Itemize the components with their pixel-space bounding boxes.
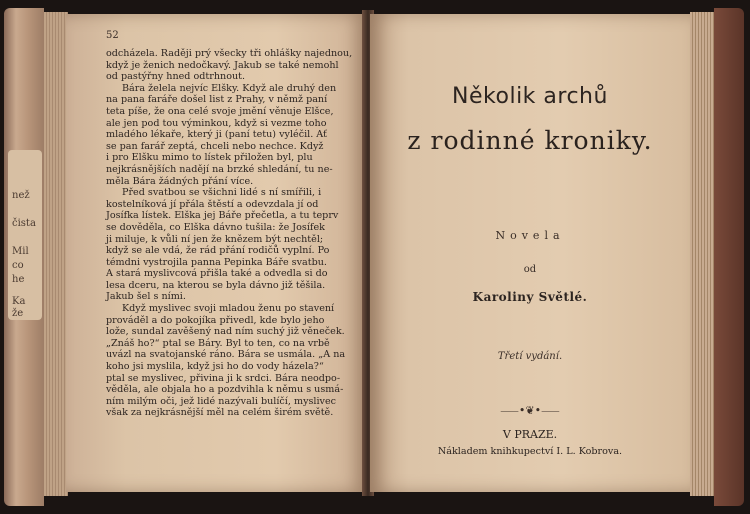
text-line: se pan farář zeptá, chceli nebo nechce. Když <box>106 140 324 152</box>
text-line: nejkrásnějších nadějí na brzké shledání, tu ne- <box>106 163 333 175</box>
edition-label: Třetí vydání. <box>497 351 563 362</box>
torn-fragment-text: Ka <box>12 296 26 307</box>
text-line: Jakub šel s ními. <box>106 291 186 303</box>
text-line: když se ale vdá, že rád přání rodičů vyplní. Po <box>106 245 330 257</box>
publisher-line: Nákladem knihkupectví I. L. Kobrova. <box>437 446 623 457</box>
text-line: mladého lékaře, který ji (paní tetu) vyléčil. Ať <box>106 129 327 141</box>
torn-page-fragment <box>8 150 42 320</box>
page-stack-right <box>690 12 716 496</box>
text-line: témdni vystrojila panna Pepinka Báře svatbu. <box>106 256 327 268</box>
text-line: však za nejkrásnější měl na celém širém světě. <box>106 407 334 419</box>
text-line: kostelníková jí přála štěstí a odevzdala jí od <box>106 198 319 210</box>
text-line: teta píše, že ona celé svoje jmění věnuje Elšce, <box>106 105 334 117</box>
torn-fragment-text: než <box>12 190 30 201</box>
left-page-body <box>106 48 364 419</box>
text-line: uvázl na svatojanské ráno. Bára se usmála. „A na <box>106 349 346 361</box>
torn-fragment-text: co <box>12 260 24 271</box>
torn-fragment-text: čista <box>12 218 36 229</box>
text-line: se dověděla, co Elška dávno tušila: že Josífek <box>106 221 325 233</box>
text-line: ji miluje, k vůli ní jen že knězem být nechtěl; <box>106 233 324 245</box>
torn-fragment-text: he <box>12 274 25 285</box>
left-page <box>66 14 366 492</box>
author-name: Karoliny Světlé. <box>472 290 588 304</box>
genre-label: Novela <box>495 229 565 242</box>
title-line-2: z rodinné kroniky. <box>407 126 653 155</box>
text-line: koho jsi myslila, když jsi ho do vody házela?“ <box>106 361 324 373</box>
page-stack-left <box>44 12 68 496</box>
text-line: měla Bára žádných přání více. <box>106 175 254 187</box>
text-line: lesa dceru, na kterou se byla dávno již těšila. <box>106 279 326 291</box>
text-line: „Znáš ho?“ ptal se Báry. Byl to ten, co na vrbě <box>106 337 330 349</box>
text-line: odcházela. Raději prý všecky tři ohlášky najednou, <box>106 48 353 59</box>
text-line: Bára želela nejvíc Elšky. Když ale druhý den <box>122 82 337 94</box>
torn-fragment-text: Mil <box>12 246 29 257</box>
text-line: ním milým oči, jež lidé nazývali bulíčí, myslivec <box>106 395 337 407</box>
text-line: Když myslivec svoji mladou ženu po stavení <box>122 303 335 315</box>
text-line: prováděl a do pokojíka přivedl, kde bylo jeho <box>106 314 325 326</box>
text-line: věděla, ale objala ho a pozdvihla k němu s usmá- <box>106 384 344 396</box>
text-line: i pro Elšku mimo to lístek přiložen byl, plu <box>106 152 313 164</box>
text-line: ale jen pod tou výminkou, když si vezme toho <box>106 117 327 129</box>
text-line: na pana faráře došel list z Prahy, v němž paní <box>106 94 328 106</box>
text-line: lože, sundal zavěšený nad ním suchý již věneček. <box>106 326 345 338</box>
text-line: když je ženich nedočkavý. Jakub se také nemohl <box>106 59 339 71</box>
book-cover-right <box>714 8 744 506</box>
by-label: od <box>523 264 537 275</box>
text-line: Před svatbou se všichni lidé s ní smířili, i <box>122 187 322 199</box>
title-page <box>370 14 690 492</box>
imprint-city: V PRAZE. <box>502 428 558 441</box>
torn-fragment-text: že <box>12 308 24 319</box>
text-line: Josífka lístek. Elška jej Báře přečetla, a tu teprv <box>106 210 339 222</box>
title-line-1: Několik archů <box>452 84 608 109</box>
ornament-divider: ⸺•❦•⸺ <box>500 404 560 417</box>
text-line: A stará myslivcová přišla také a odvedla si do <box>106 268 328 280</box>
page-number: 52 <box>106 30 119 41</box>
text-line: od pastýřny hned odtrhnout. <box>106 71 246 83</box>
text-line: ptal se myslivec, přivina ji k srdci. Bára neodpo- <box>106 372 341 384</box>
